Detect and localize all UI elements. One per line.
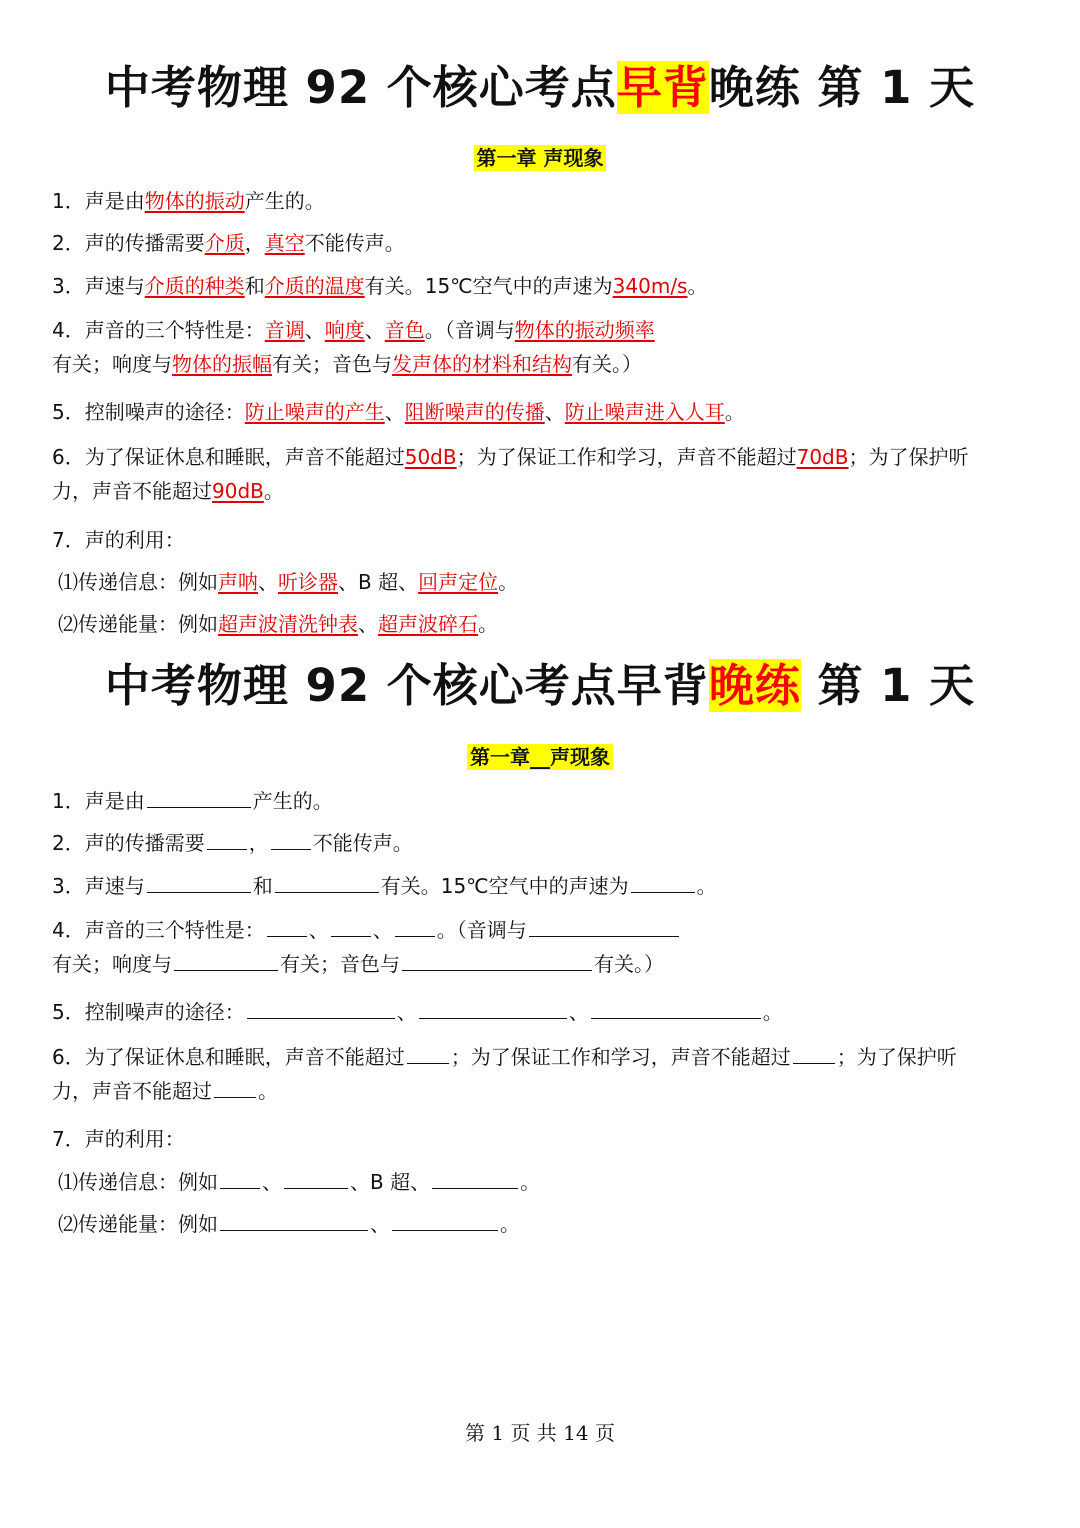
text-segment: 、 xyxy=(258,570,278,594)
text-segment: ⑵传递能量：例如 xyxy=(58,612,218,636)
item-7-1 xyxy=(58,1166,1048,1197)
text-segment: 。 xyxy=(724,400,745,424)
text-segment: 。 xyxy=(498,570,519,594)
text-segment: 7．声的利用： xyxy=(52,528,185,552)
text-segment: 产生的。 xyxy=(244,189,325,213)
title-highlight: 早背 xyxy=(616,61,709,114)
page-number: 第 1 页 共 14 页 xyxy=(465,1421,615,1445)
answer: 听诊器 xyxy=(278,570,338,594)
text-segment: 4．声音的三个特性是： xyxy=(52,918,265,942)
answer-blank[interactable] xyxy=(174,948,278,971)
answer: 声呐 xyxy=(218,570,258,594)
answer-blank[interactable] xyxy=(395,914,435,937)
answer-blank[interactable] xyxy=(271,827,311,850)
answer: 响度 xyxy=(324,318,365,342)
answer-blank[interactable] xyxy=(220,1208,368,1231)
answer: 发声体的材料和结构 xyxy=(392,352,572,376)
answer: 真空 xyxy=(264,231,305,255)
text-segment: 、 xyxy=(384,400,405,424)
text-segment: 和 xyxy=(244,274,265,298)
text-segment: 、 xyxy=(304,318,325,342)
answer-blank[interactable] xyxy=(267,914,307,937)
answer: 防止噪声的产生 xyxy=(244,400,385,424)
chapter-label: 第一章__声现象 xyxy=(467,744,613,770)
text-segment: 。（音调与 xyxy=(424,318,515,342)
item-7-2 xyxy=(58,609,1048,639)
answer: 介质的温度 xyxy=(264,274,365,298)
text-segment: 有关；音色与 xyxy=(280,952,400,976)
answer-blank[interactable] xyxy=(432,1166,518,1189)
text-segment: 3．声速与 xyxy=(52,874,145,898)
text-segment: 2．声的传播需要 xyxy=(52,231,205,255)
text-segment: 2．声的传播需要 xyxy=(52,831,205,855)
item-1 xyxy=(52,186,1042,216)
chapter-label: 第一章 声现象 xyxy=(474,145,607,171)
item-6 xyxy=(52,442,1042,472)
title-text: 中考物理 92 个核心考点早背 xyxy=(104,659,709,712)
answer-blank[interactable] xyxy=(529,914,679,937)
item-1 xyxy=(52,785,1042,816)
answer-blank[interactable] xyxy=(147,870,251,893)
answer: 物体的振动频率 xyxy=(514,318,655,342)
item-4 xyxy=(52,315,1042,345)
answer: 阻断噪声的传播 xyxy=(404,400,545,424)
answer: 超声波清洗钟表 xyxy=(218,612,358,636)
answer-blank[interactable] xyxy=(207,827,247,850)
text-segment: 有关；响度与 xyxy=(52,952,172,976)
text-segment: 有关。15℃空气中的声速为 xyxy=(364,274,613,298)
item-2 xyxy=(52,228,1042,258)
text-segment: ；为了保护听 xyxy=(848,445,969,469)
text-segment: 。 xyxy=(500,1212,520,1236)
text-segment: 。 xyxy=(258,1079,278,1103)
text-segment: ⑴传递信息：例如 xyxy=(58,570,218,594)
text-segment: 、 xyxy=(370,1212,390,1236)
text-segment: 6．为了保证休息和睡眠，声音不能超过 xyxy=(52,1045,405,1069)
chapter-heading xyxy=(0,742,1080,774)
text-segment: 和 xyxy=(252,874,273,898)
text-segment: 力，声音不能超过 xyxy=(52,1079,212,1103)
text-segment: 、 xyxy=(364,318,385,342)
text-segment: 5．控制噪声的途径： xyxy=(52,400,245,424)
item-4-cont xyxy=(52,349,1042,379)
answer-blank[interactable] xyxy=(214,1075,256,1098)
text-segment: 产生的。 xyxy=(252,789,333,813)
text-segment: 不能传声。 xyxy=(304,231,405,255)
text-segment: 有关。） xyxy=(594,952,664,976)
text-segment: 有关；响度与 xyxy=(52,352,172,376)
text-segment: ；为了保证工作和学习，声音不能超过 xyxy=(456,445,797,469)
text-segment: 、B 超、 xyxy=(338,570,419,594)
item-4 xyxy=(52,914,1042,945)
answer-blank[interactable] xyxy=(631,870,695,893)
answer: 物体的振幅 xyxy=(172,352,272,376)
answer: 超声波碎石 xyxy=(378,612,478,636)
item-7-1 xyxy=(58,567,1048,597)
answer: 70dB xyxy=(796,445,849,469)
text-segment: 4．声音的三个特性是： xyxy=(52,318,265,342)
text-segment: 。 xyxy=(687,274,708,298)
answer-blank[interactable] xyxy=(419,996,567,1019)
item-7 xyxy=(52,525,1042,555)
text-segment: 。 xyxy=(520,1170,541,1194)
text-segment: 7．声的利用： xyxy=(52,1127,185,1151)
answer: 防止噪声进入人耳 xyxy=(564,400,725,424)
text-segment: 。 xyxy=(696,874,717,898)
chapter-heading xyxy=(0,143,1080,175)
answer: 50dB xyxy=(404,445,457,469)
answer-blank[interactable] xyxy=(793,1041,835,1064)
answer-blank[interactable] xyxy=(402,948,592,971)
text-segment: 6．为了保证休息和睡眠，声音不能超过 xyxy=(52,445,405,469)
item-3 xyxy=(52,271,1042,301)
text-segment: 、 xyxy=(568,1000,589,1024)
answer-blank[interactable] xyxy=(392,1208,498,1231)
text-segment: 1．声是由 xyxy=(52,789,145,813)
answer: 音色 xyxy=(384,318,425,342)
text-segment: 、 xyxy=(544,400,565,424)
answer: 介质的种类 xyxy=(144,274,245,298)
text-segment: 。 xyxy=(478,612,498,636)
text-segment: ， xyxy=(248,831,269,855)
answer: 340m/s xyxy=(612,274,688,298)
title-text: 中考物理 92 个核心考点 xyxy=(104,61,617,114)
answer: 物体的振动 xyxy=(144,189,245,213)
text-segment: 有关。15℃空气中的声速为 xyxy=(380,874,629,898)
text-segment: 3．声速与 xyxy=(52,274,145,298)
text-segment: 5．控制噪声的途径： xyxy=(52,1000,245,1024)
text-segment: 、 xyxy=(262,1170,282,1194)
text-segment: 力，声音不能超过 xyxy=(52,479,212,503)
answer: 回声定位 xyxy=(418,570,499,594)
answer: 音调 xyxy=(264,318,305,342)
answer-blank[interactable] xyxy=(284,1166,348,1189)
item-6-cont xyxy=(52,476,1042,506)
text-segment: 不能传声。 xyxy=(312,831,413,855)
text-segment: 。 xyxy=(762,1000,783,1024)
answer-blank[interactable] xyxy=(591,996,761,1019)
text-segment: ⑴传递信息：例如 xyxy=(58,1170,218,1194)
text-segment: ， xyxy=(244,231,265,255)
text-segment: ；为了保护听 xyxy=(836,1045,957,1069)
text-segment: 、 xyxy=(372,918,393,942)
answer-blank[interactable] xyxy=(407,1041,449,1064)
item-7-2 xyxy=(58,1208,1048,1239)
text-segment: ⑵传递能量：例如 xyxy=(58,1212,218,1236)
answer-blank[interactable] xyxy=(220,1166,260,1189)
text-segment: 、 xyxy=(396,1000,417,1024)
item-3 xyxy=(52,870,1042,901)
item-5 xyxy=(52,397,1042,427)
page-title-morning xyxy=(0,60,1080,116)
title-highlight: 晚练 xyxy=(708,659,801,712)
item-6 xyxy=(52,1041,1042,1072)
text-segment: ；为了保证工作和学习，声音不能超过 xyxy=(450,1045,791,1069)
page-title-evening xyxy=(0,658,1080,714)
text-segment: 、B 超、 xyxy=(350,1170,431,1194)
text-segment: 有关；音色与 xyxy=(272,352,392,376)
answer: 90dB xyxy=(212,479,264,503)
item-5 xyxy=(52,996,1042,1027)
text-segment: 有关。） xyxy=(572,352,642,376)
answer-blank[interactable] xyxy=(147,785,251,808)
item-6-cont xyxy=(52,1075,1042,1106)
answer-blank[interactable] xyxy=(247,996,395,1019)
item-4-cont xyxy=(52,948,1042,979)
item-7 xyxy=(52,1124,1042,1154)
answer: 介质 xyxy=(204,231,245,255)
item-2 xyxy=(52,827,1042,858)
text-segment: 。 xyxy=(263,479,284,503)
title-text: 晚练 第 1 天 xyxy=(708,61,976,114)
answer-blank[interactable] xyxy=(331,914,371,937)
text-segment: 、 xyxy=(308,918,329,942)
title-text: 第 1 天 xyxy=(800,659,976,712)
text-segment: 1．声是由 xyxy=(52,189,145,213)
text-segment: 、 xyxy=(358,612,378,636)
answer-blank[interactable] xyxy=(275,870,379,893)
text-segment: 。（音调与 xyxy=(436,918,527,942)
